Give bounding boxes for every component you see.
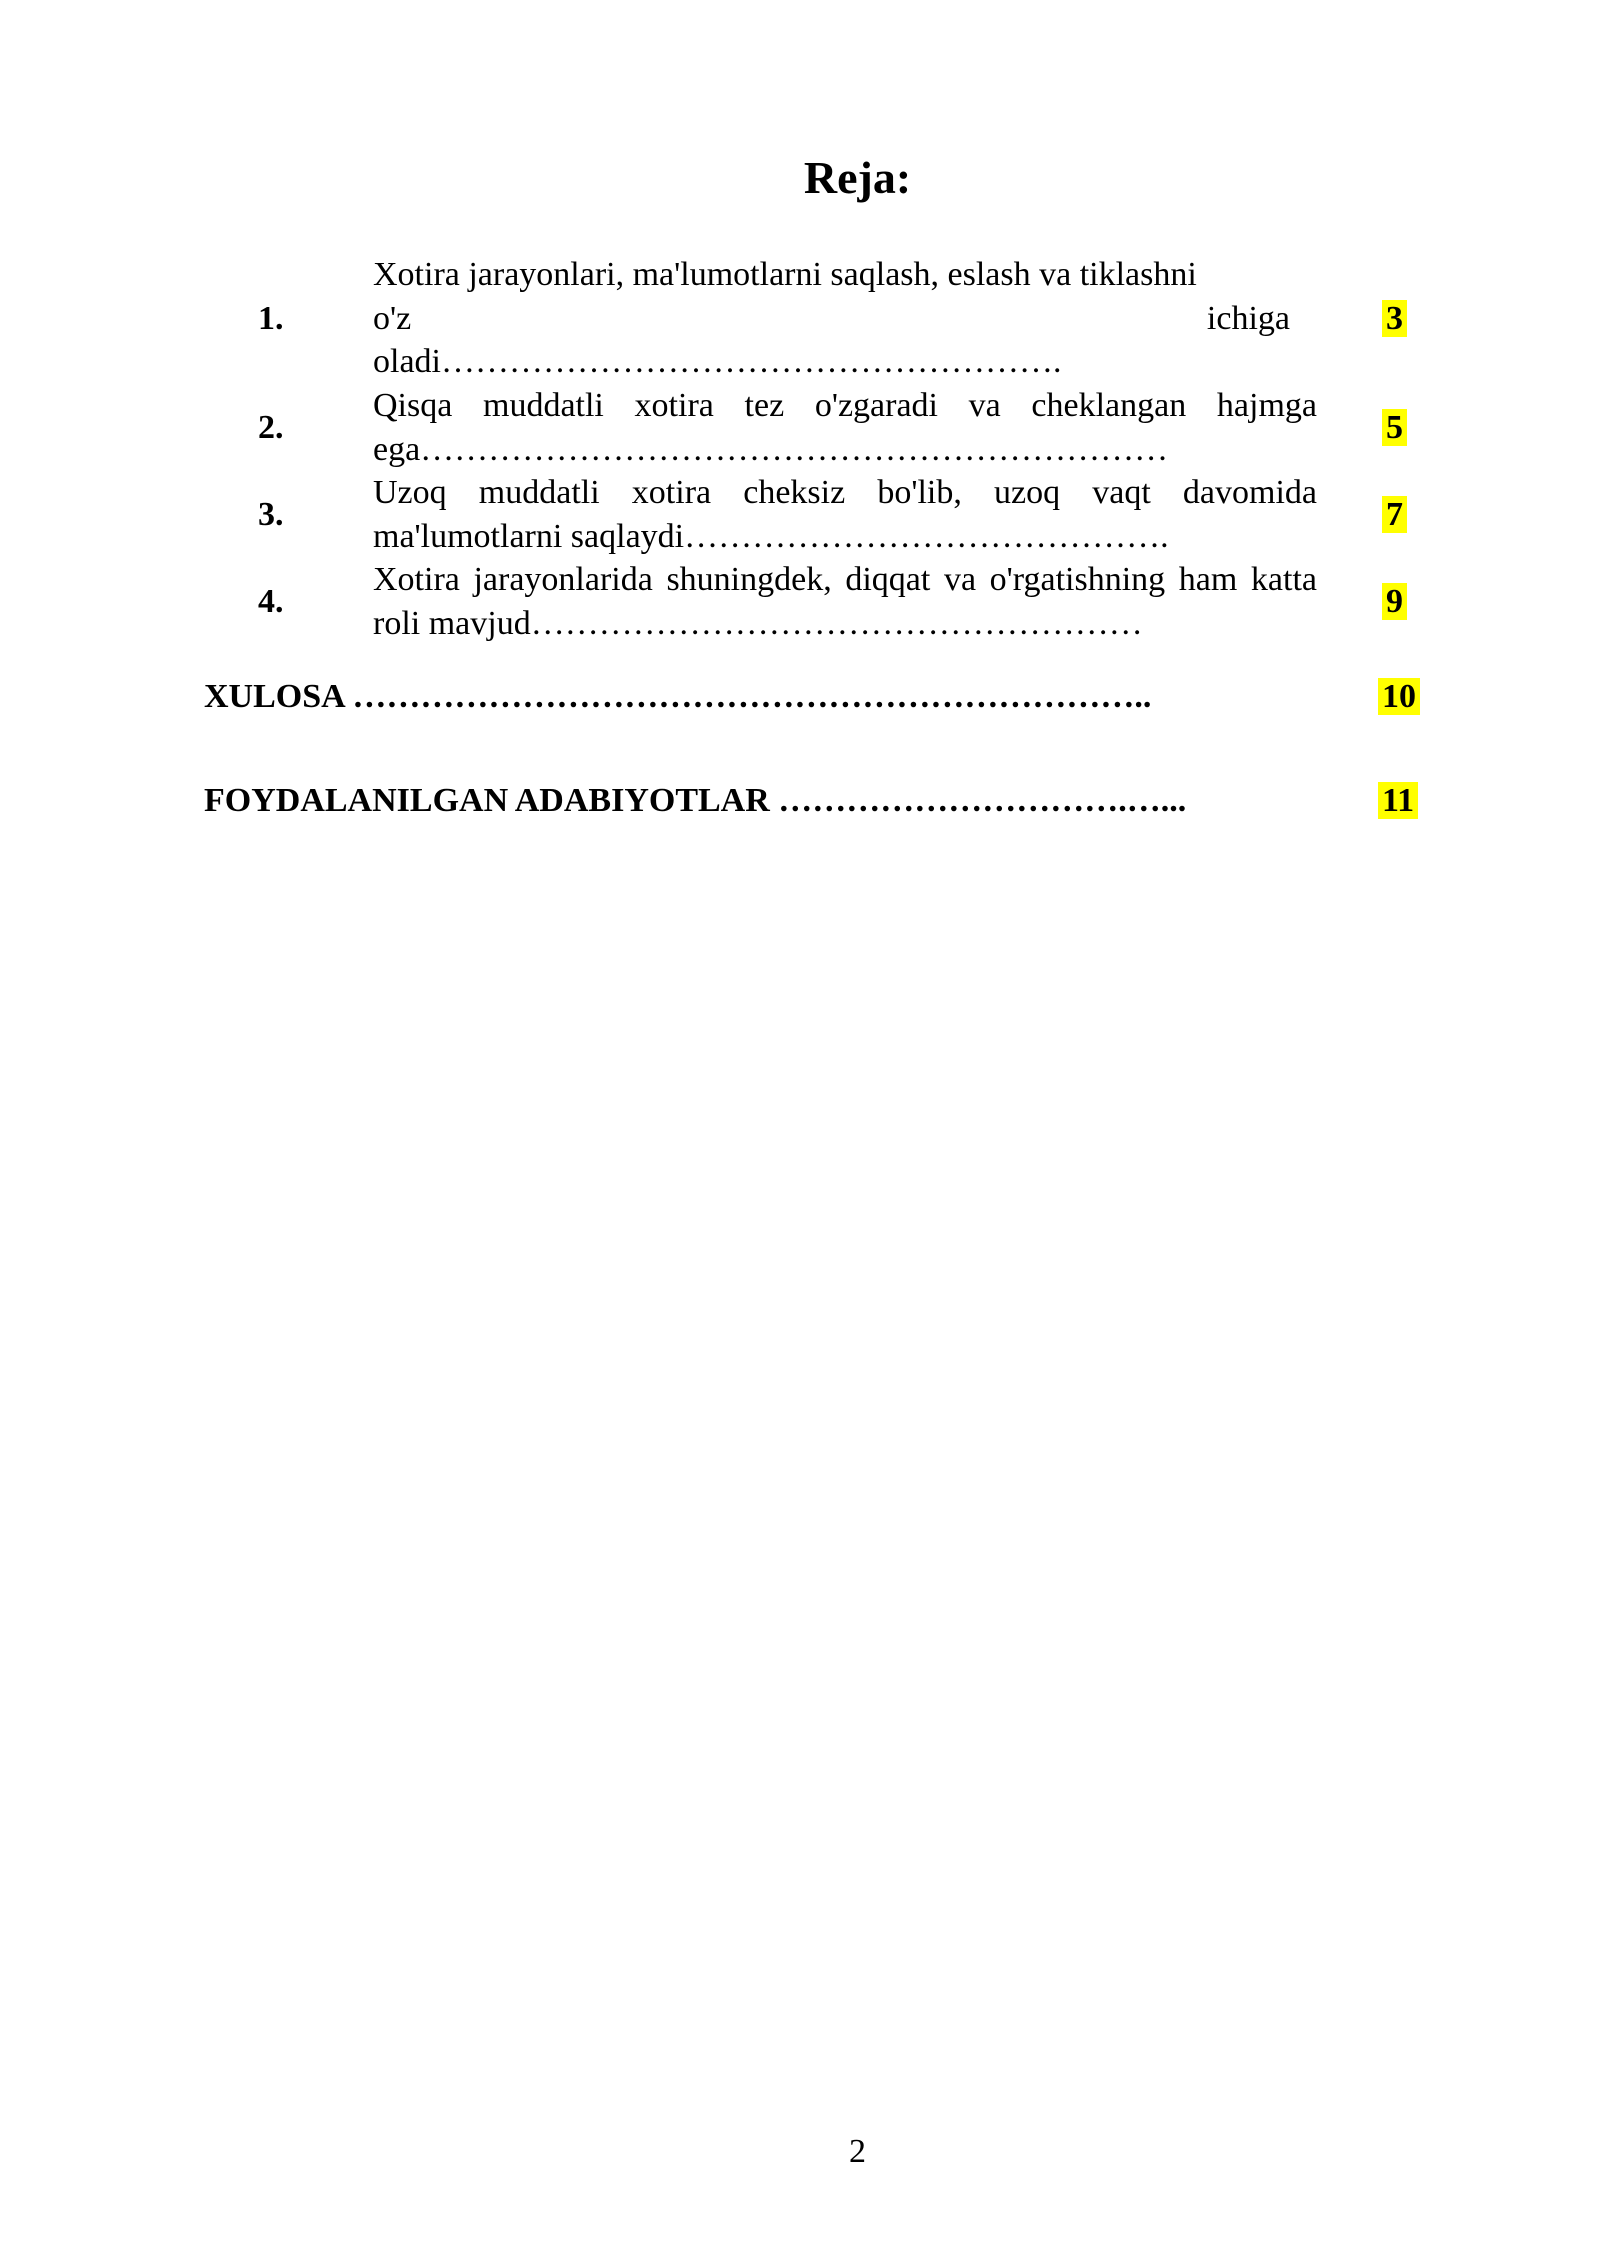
toc-page-number [1382, 580, 1407, 624]
toc-references: FOYDALANILGAN ADABIYOTLAR ………………………….…... [204, 782, 1187, 819]
highlighted-page-number: 5 [1382, 409, 1407, 446]
toc-page-number [1382, 406, 1407, 450]
toc-item-line [373, 297, 1290, 341]
page-number: 2 [849, 2133, 866, 2170]
highlighted-page-number: 11 [1378, 782, 1418, 819]
toc-conclusion: XULOSA …………………………………………………………….. [204, 678, 1152, 715]
toc-conclusion-page [1378, 675, 1420, 719]
toc-item-text: Uzoq muddatli xotira cheksiz bo'lib, uzoq vaqt davomida ma'lumotlarni saqlaydi……………………………………. [373, 474, 1317, 555]
toc-item-word: ichiga [1206, 299, 1290, 337]
toc-page-number [1382, 493, 1407, 537]
toc-item-number: 1. [258, 300, 284, 337]
toc-item-text [373, 253, 1290, 384]
highlighted-page-number: 9 [1382, 583, 1407, 620]
highlighted-page-number: 10 [1378, 678, 1420, 715]
highlighted-page-number: 7 [1382, 496, 1407, 533]
toc-item-text: Xotira jarayonlarida shuningdek, diqqat va o'rgatishning ham katta roli mavjud……………………………………………… [373, 561, 1317, 642]
toc-references-page [1378, 779, 1418, 823]
toc-item-line: Xotira jarayonlari, ma'lumotlarni saqlash, eslash va tiklashni [373, 256, 1197, 293]
toc-item-text: Qisqa muddatli xotira tez o'zgaradi va cheklangan hajmga ega………………………………………………………… [373, 387, 1317, 468]
toc-item-line: oladi………………………………………………. [373, 343, 1062, 380]
page-title: Reja: [803, 152, 912, 203]
toc-item-word: o'z [373, 299, 412, 337]
toc-page-number [1382, 297, 1407, 341]
toc-item-number: 4. [258, 583, 284, 620]
toc-item-number: 2. [258, 409, 284, 446]
highlighted-page-number: 3 [1382, 300, 1407, 337]
toc-item-number: 3. [258, 496, 284, 533]
